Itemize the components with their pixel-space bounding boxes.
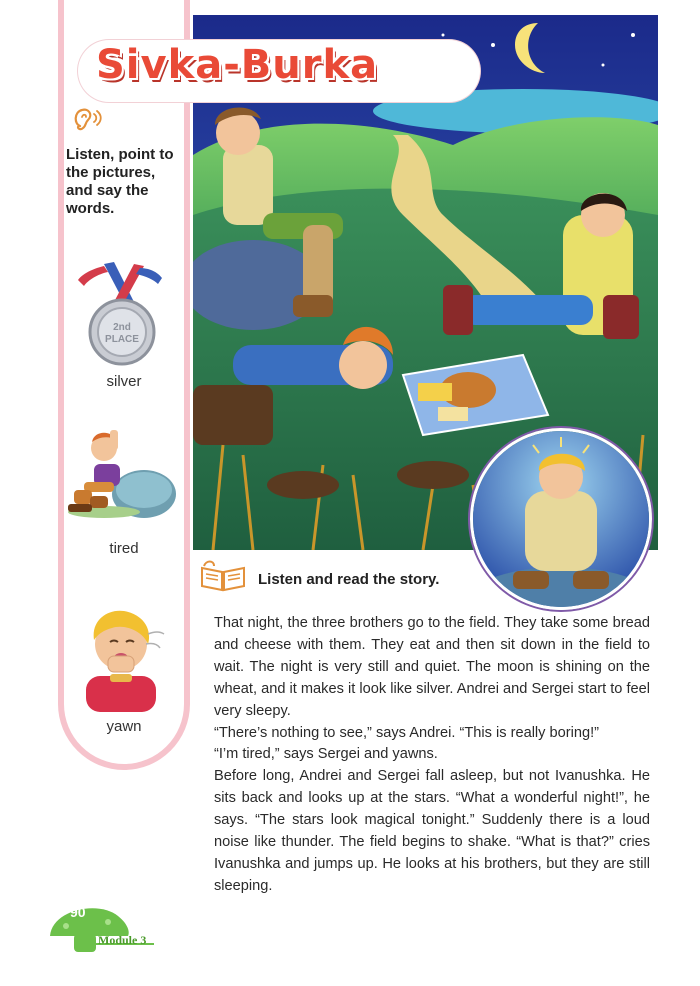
story-paragraph: That night, the three brothers go to the field. They take some bread and cheese with them. They eat and then sit down in the field to wait. The night is very still and quiet. The moon is shining on the wheat, and it makes it look like silver. Andrei and Sergei start to feel very sleepy.: [214, 615, 650, 719]
page-title: Sivka-Burka: [96, 42, 379, 88]
sidebar-instruction: Listen, point to the pictures, and say the words.: [66, 146, 174, 217]
vocab-label-yawn: yawn: [106, 718, 142, 735]
ear-icon: [72, 106, 104, 134]
tired-boy-icon: [64, 420, 176, 520]
story-paragraph: Before long, Andrei and Sergei fall asleep, but not Ivanushka. He sits back and looks up at the stars. “What a wonderful night!”, he says. “The stars look magical tonight.” Suddenly there is a loud noise like thunder. The field begins to shake. “What is that?” cries Ivanushka and jumps up. He looks at his brothers, but they are still sleeping.: [214, 768, 650, 894]
story-instruction: Listen and read the story.: [258, 571, 440, 588]
module-label: Module 3: [98, 933, 147, 947]
story-paragraph: “There’s nothing to see,” says Andrei. “This is really boring!”: [214, 724, 600, 741]
story-text: [214, 613, 650, 898]
medal-text: 2nd: [113, 322, 131, 333]
svg-text:PLACE: PLACE: [105, 334, 139, 345]
inset-illustration: [470, 428, 652, 610]
yawning-boy-icon: [76, 604, 166, 712]
vocab-label-silver: silver: [106, 373, 142, 390]
silver-medal-icon: [74, 258, 166, 370]
story-paragraph: “I’m tired,” says Sergei and yawns.: [214, 746, 438, 763]
page-number: 90: [70, 904, 86, 920]
vocab-label-tired: tired: [109, 540, 139, 557]
read-book-icon: [198, 560, 248, 592]
